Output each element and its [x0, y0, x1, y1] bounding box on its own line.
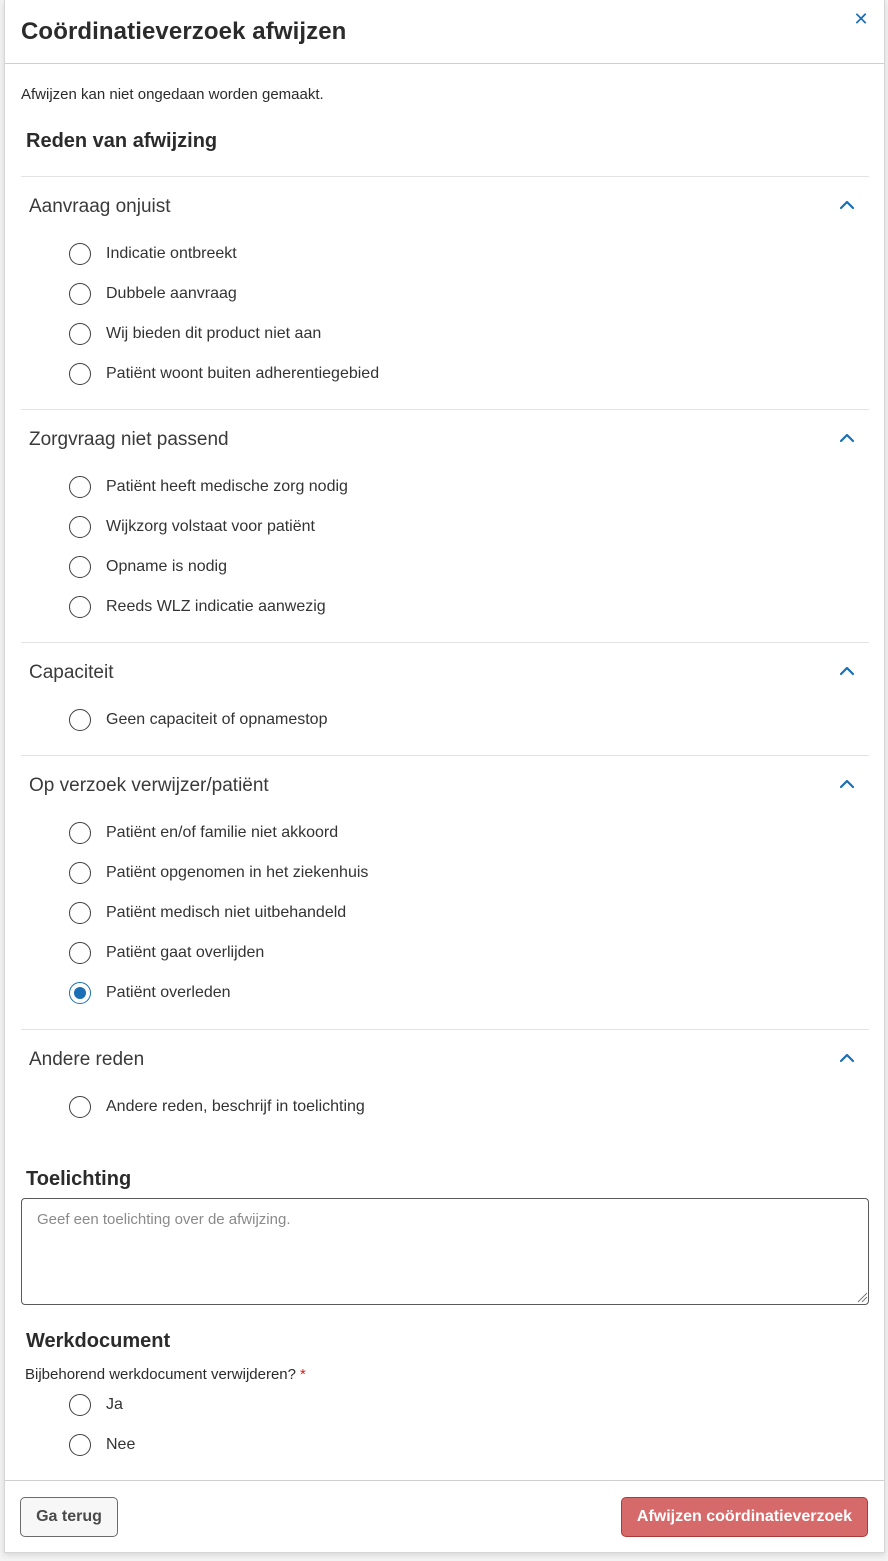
option-label: Wijkzorg volstaat voor patiënt — [106, 518, 315, 535]
reason-group — [21, 1029, 869, 1128]
reason-option[interactable] — [21, 854, 869, 894]
option-label: Geen capaciteit of opnamestop — [106, 711, 328, 728]
option-label: Patiënt overleden — [106, 984, 231, 1001]
group-title: Aanvraag onjuist — [29, 196, 171, 217]
group-header[interactable] — [21, 177, 869, 235]
reason-option[interactable] — [21, 468, 869, 508]
work-document-options — [21, 1386, 869, 1466]
radio-button[interactable] — [69, 902, 91, 924]
question-text: Bijbehorend werkdocument verwijderen? — [25, 1366, 296, 1383]
option-label: Patiënt medisch niet uitbehandeld — [106, 904, 347, 921]
reason-option[interactable] — [21, 275, 869, 315]
reason-option[interactable] — [21, 508, 869, 548]
option-label: Wij bieden dit product niet aan — [106, 325, 322, 342]
reason-option[interactable] — [21, 588, 869, 628]
reason-option[interactable] — [21, 548, 869, 588]
option-label: Dubbele aanvraag — [106, 285, 237, 302]
reason-option[interactable] — [21, 894, 869, 934]
reason-option[interactable] — [21, 315, 869, 355]
group-title: Capaciteit — [29, 662, 114, 683]
group-title: Andere reden — [29, 1049, 145, 1070]
required-mark: * — [299, 1366, 306, 1383]
radio-button[interactable] — [69, 283, 91, 305]
reason-option[interactable] — [21, 355, 869, 395]
option-label: Ja — [106, 1396, 123, 1413]
chevron-up-icon[interactable] — [839, 778, 855, 790]
reason-option[interactable] — [21, 934, 869, 974]
option-label: Patiënt heeft medische zorg nodig — [106, 478, 348, 495]
group-header[interactable] — [21, 756, 869, 814]
warning-text: Afwijzen kan niet ongedaan worden gemaakt. — [21, 86, 324, 103]
dialog-title: Coördinatieverzoek afwijzen — [21, 18, 347, 45]
radio-button[interactable] — [69, 363, 91, 385]
chevron-up-icon[interactable] — [839, 432, 855, 444]
reason-option[interactable] — [21, 701, 869, 741]
work-document-question — [25, 1366, 306, 1383]
option-label: Patiënt gaat overlijden — [106, 944, 265, 961]
option-label: Patiënt opgenomen in het ziekenhuis — [106, 864, 369, 881]
chevron-up-icon[interactable] — [839, 665, 855, 677]
radio-button[interactable] — [69, 862, 91, 884]
dialog-header — [5, 0, 884, 64]
radio-button[interactable] — [69, 556, 91, 578]
radio-button[interactable] — [69, 1096, 91, 1118]
explanation-textarea[interactable] — [21, 1198, 869, 1305]
reason-option[interactable] — [21, 814, 869, 854]
radio-button[interactable] — [69, 516, 91, 538]
option-label: Opname is nodig — [106, 558, 227, 575]
group-title: Zorgvraag niet passend — [29, 429, 229, 450]
radio-checked[interactable] — [69, 982, 91, 1004]
group-header[interactable] — [21, 410, 869, 468]
option-label: Nee — [106, 1436, 136, 1453]
radio-button[interactable] — [69, 709, 91, 731]
radio-button[interactable] — [69, 822, 91, 844]
reject-dialog — [4, 0, 885, 1553]
reason-group — [21, 755, 869, 1014]
reason-option[interactable] — [21, 235, 869, 275]
work-document-heading: Werkdocument — [26, 1330, 171, 1352]
reasons-heading: Reden van afwijzing — [26, 130, 218, 152]
group-header[interactable] — [21, 1030, 869, 1088]
option-label: Reeds WLZ indicatie aanwezig — [106, 598, 326, 615]
reason-group — [21, 642, 869, 741]
radio-button[interactable] — [69, 942, 91, 964]
reason-option[interactable] — [21, 1088, 869, 1128]
work-document-option[interactable] — [21, 1386, 869, 1426]
radio-button[interactable] — [69, 596, 91, 618]
radio-button[interactable] — [69, 243, 91, 265]
option-label: Patiënt woont buiten adherentiegebied — [106, 365, 380, 382]
back-button[interactable]: Ga terug — [20, 1497, 118, 1537]
work-document-option[interactable] — [21, 1426, 869, 1466]
option-label: Andere reden, beschrijf in toelichting — [106, 1098, 365, 1115]
chevron-up-icon[interactable] — [839, 199, 855, 211]
option-label: Indicatie ontbreekt — [106, 245, 237, 262]
reject-request-button[interactable]: Afwijzen coördinatieverzoek — [621, 1497, 868, 1537]
radio-button[interactable] — [69, 1394, 91, 1416]
dialog-footer — [5, 1480, 884, 1553]
reason-option[interactable] — [21, 974, 869, 1014]
chevron-up-icon[interactable] — [839, 1052, 855, 1064]
radio-button[interactable] — [69, 476, 91, 498]
explanation-heading: Toelichting — [26, 1168, 132, 1190]
close-icon[interactable]: ✕ — [853, 9, 869, 29]
radio-button[interactable] — [69, 1434, 91, 1456]
group-header[interactable] — [21, 643, 869, 701]
radio-button[interactable] — [69, 323, 91, 345]
group-title: Op verzoek verwijzer/patiënt — [29, 775, 269, 796]
option-label: Patiënt en/of familie niet akkoord — [106, 824, 339, 841]
reason-group — [21, 409, 869, 628]
reason-group — [21, 176, 869, 395]
resize-grip-icon[interactable] — [856, 1291, 868, 1303]
